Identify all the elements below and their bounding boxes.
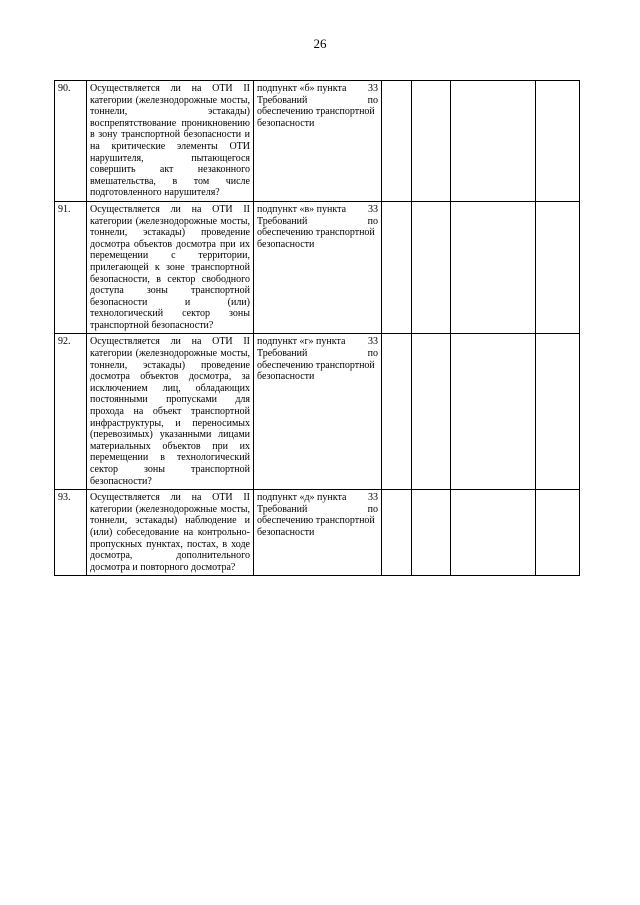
ref-point-number: 33 <box>368 83 378 94</box>
ref-subpoint: подпункт «б» пункта <box>257 83 347 94</box>
ref-requirements: Требований <box>257 503 308 515</box>
ref-point-number: 33 <box>368 336 378 348</box>
ref-requirements: Требований <box>257 94 308 106</box>
ref-point-number: 33 <box>368 203 378 215</box>
question-text: Осуществляется ли на ОТИ II категории (железнодорожные мосты, тоннели, эстакады) наблюдение и (или) собеседование на контрольно-пропускных пунктах, постах, в ходе досмотра, дополнительного досмотра и повторного досмотра? <box>90 492 250 573</box>
ref-document: обеспечению транспортной безопасности <box>257 106 375 129</box>
row-number: 92. <box>55 334 87 490</box>
question-cell <box>87 334 254 490</box>
ref-po: по <box>367 94 378 106</box>
answer-yes-cell[interactable] <box>382 201 412 334</box>
requirements-table <box>54 80 580 576</box>
answer-no-cell[interactable] <box>412 490 451 576</box>
ref-subpoint: подпункт «в» пункта <box>257 203 347 215</box>
ref-document: обеспечению транспортной безопасности <box>257 359 375 383</box>
page-number: 26 <box>313 36 327 51</box>
ref-point-number: 33 <box>368 492 378 504</box>
question-text: Осуществляется ли на ОТИ II категории (железнодорожные мосты, тоннели, эстакады) проведение досмотра объектов досмотра, за исключением лиц, обладающих постоянными пропусками для прохода на объект транспортной инфраструктуры, и переносимых (перевозимых) указанными лицами материальных объектов при их перемещении в технологический сектор зоны транспортной безопасности? <box>90 336 250 487</box>
table-row <box>55 490 580 576</box>
answer-no-cell[interactable] <box>412 334 451 490</box>
row-number: 91. <box>55 201 87 334</box>
answer-no-cell[interactable] <box>412 201 451 334</box>
note-cell[interactable] <box>536 334 580 490</box>
ref-po: по <box>367 215 378 227</box>
ref-requirements: Требований <box>257 348 308 360</box>
question-cell <box>87 81 254 202</box>
note-cell[interactable] <box>536 201 580 334</box>
question-text: Осуществляется ли на ОТИ II категории (железнодорожные мосты, тоннели, эстакады) проведение досмотра объектов досмотра при их перемещении с территории, прилегающей к зоне транспортной безопасности, в сектор свободного доступа зоны транспортной безопасности и (или) технологический сектор зоны транспортной безопасности? <box>90 203 250 331</box>
row-number: 90. <box>55 81 87 202</box>
question-cell <box>87 201 254 334</box>
question-cell <box>87 490 254 576</box>
ref-po: по <box>367 348 378 360</box>
answer-no-cell[interactable] <box>412 81 451 202</box>
reference-cell <box>254 81 382 202</box>
ref-subpoint: подпункт «г» пункта <box>257 336 346 348</box>
reference-cell <box>254 201 382 334</box>
note-cell[interactable] <box>536 490 580 576</box>
table-row <box>55 81 580 202</box>
ref-document: обеспечению транспортной безопасности <box>257 227 375 250</box>
question-text: Осуществляется ли на ОТИ II категории (железнодорожные мосты, тоннели, эстакады) воспрепятствование проникновению в зону транспортной безопасности и на критические элементы ОТИ нарушителя, пытающегося совершить акт незаконного вмешательства, в том числе подготовленного нарушителя? <box>90 83 250 199</box>
answer-yes-cell[interactable] <box>382 81 412 202</box>
answer-na-cell[interactable] <box>451 334 536 490</box>
answer-na-cell[interactable] <box>451 201 536 334</box>
reference-cell <box>254 490 382 576</box>
ref-po: по <box>367 503 378 515</box>
reference-cell <box>254 334 382 490</box>
ref-document: обеспечению транспортной безопасности <box>257 515 375 538</box>
ref-requirements: Требований <box>257 215 308 227</box>
ref-subpoint: подпункт «д» пункта <box>257 492 347 504</box>
row-number: 93. <box>55 490 87 576</box>
table-row <box>55 334 580 490</box>
answer-na-cell[interactable] <box>451 490 536 576</box>
note-cell[interactable] <box>536 81 580 202</box>
answer-yes-cell[interactable] <box>382 334 412 490</box>
answer-yes-cell[interactable] <box>382 490 412 576</box>
answer-na-cell[interactable] <box>451 81 536 202</box>
table-row <box>55 201 580 334</box>
